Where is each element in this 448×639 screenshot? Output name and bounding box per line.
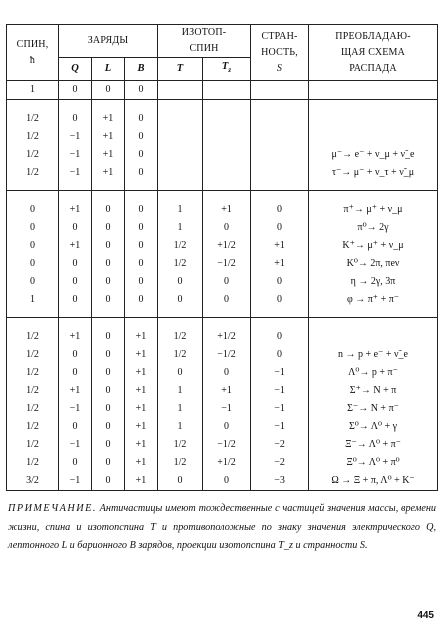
cell-spin: 0: [7, 255, 59, 273]
header-spin-unit: ħ: [29, 54, 36, 66]
cell-decay: [309, 81, 438, 100]
header-isospin: ИЗОТОП- СПИН: [158, 25, 251, 58]
cell-decay: Ξ⁻→ Λ⁰ + π⁻: [309, 436, 438, 454]
header-t: T: [158, 58, 203, 81]
cell-spin: 1: [7, 81, 59, 100]
cell-s: −1: [251, 400, 309, 418]
table-row: [7, 273, 438, 291]
cell-b: 0: [125, 146, 158, 164]
cell-tz: 0: [203, 418, 251, 436]
table-row: [7, 219, 438, 237]
cell-spin: 0: [7, 273, 59, 291]
cell-spin: 1/2: [7, 346, 59, 364]
header-charges: ЗАРЯДЫ: [59, 25, 158, 58]
cell-q: 0: [59, 418, 92, 436]
cell-l: +1: [92, 128, 125, 146]
separator-cell: [125, 182, 158, 191]
header-q: Q: [59, 58, 92, 81]
cell-q: −1: [59, 128, 92, 146]
cell-l: 0: [92, 201, 125, 219]
cell-spin: 1/2: [7, 418, 59, 436]
cell-tz: [203, 128, 251, 146]
separator-cell: [203, 309, 251, 318]
footnote: [8, 500, 436, 556]
cell-decay: τ⁻→ μ⁻ + ν_τ + ν̃_μ: [309, 164, 438, 182]
cell-spin: 1/2: [7, 454, 59, 472]
cell-s: −1: [251, 364, 309, 382]
cell-s: −2: [251, 436, 309, 454]
cell-q: 0: [59, 273, 92, 291]
footnote-label: ПРИМЕЧАНИЕ.: [8, 503, 97, 514]
cell-b: 0: [125, 291, 158, 309]
cell-q: 0: [59, 255, 92, 273]
cell-b: 0: [125, 237, 158, 255]
separator-cell: [59, 309, 92, 318]
cell-t: [158, 110, 203, 128]
cell-spin: 1/2: [7, 364, 59, 382]
separator-cell: [158, 100, 203, 111]
cell-l: 0: [92, 472, 125, 491]
separator-cell: [158, 309, 203, 318]
table-row: [7, 128, 438, 146]
cell-spin: 1/2: [7, 128, 59, 146]
cell-l: 0: [92, 255, 125, 273]
cell-tz: 0: [203, 291, 251, 309]
cell-decay: [309, 110, 438, 128]
cell-s: +1: [251, 255, 309, 273]
cell-q: −1: [59, 146, 92, 164]
cell-q: 0: [59, 454, 92, 472]
separator-cell: [251, 318, 309, 329]
cell-tz: 0: [203, 364, 251, 382]
table-row: [7, 364, 438, 382]
cell-q: +1: [59, 201, 92, 219]
cell-tz: [203, 110, 251, 128]
cell-s: −2: [251, 454, 309, 472]
cell-t: [158, 146, 203, 164]
separator-cell: [158, 182, 203, 191]
header-decay: ПРЕОБЛАДАЮ- ЩАЯ СХЕМА РАСПАДА: [309, 25, 438, 81]
cell-b: 0: [125, 164, 158, 182]
cell-s: 0: [251, 346, 309, 364]
separator-cell: [125, 191, 158, 202]
cell-s: 0: [251, 328, 309, 346]
cell-b: +1: [125, 382, 158, 400]
cell-l: 0: [92, 364, 125, 382]
cell-b: 0: [125, 273, 158, 291]
cell-spin: 3/2: [7, 472, 59, 491]
separator-cell: [125, 100, 158, 111]
cell-tz: 0: [203, 219, 251, 237]
separator-cell: [7, 100, 59, 111]
cell-s: 0: [251, 219, 309, 237]
cell-q: −1: [59, 164, 92, 182]
cell-t: 1/2: [158, 255, 203, 273]
table-row: [7, 110, 438, 128]
cell-t: [158, 128, 203, 146]
cell-t: [158, 164, 203, 182]
cell-spin: 1: [7, 291, 59, 309]
cell-l: 0: [92, 454, 125, 472]
cell-q: 0: [59, 110, 92, 128]
separator-cell: [59, 318, 92, 329]
header-b: B: [125, 58, 158, 81]
table-row: [7, 201, 438, 219]
header-strangeness: [251, 25, 309, 81]
cell-decay: Σ⁻→ N + π⁻: [309, 400, 438, 418]
cell-decay: μ⁻→ e⁻ + ν_μ + ν̃_e: [309, 146, 438, 164]
table-row: [7, 164, 438, 182]
cell-spin: 0: [7, 219, 59, 237]
table-row: [7, 146, 438, 164]
cell-tz: −1/2: [203, 436, 251, 454]
cell-q: 0: [59, 291, 92, 309]
cell-s: +1: [251, 237, 309, 255]
table-row: [7, 291, 438, 309]
cell-s: −1: [251, 418, 309, 436]
cell-q: −1: [59, 472, 92, 491]
group-separator: [7, 191, 438, 202]
cell-tz: −1/2: [203, 255, 251, 273]
separator-cell: [203, 100, 251, 111]
cell-b: 0: [125, 110, 158, 128]
separator-cell: [92, 191, 125, 202]
separator-cell: [92, 182, 125, 191]
cell-l: 0: [92, 400, 125, 418]
cell-t: 1/2: [158, 346, 203, 364]
cell-decay: Λ⁰→ p + π⁻: [309, 364, 438, 382]
cell-l: 0: [92, 237, 125, 255]
separator-cell: [7, 318, 59, 329]
separator-cell: [125, 318, 158, 329]
cell-t: 0: [158, 273, 203, 291]
separator-cell: [309, 100, 438, 111]
separator-cell: [158, 191, 203, 202]
cell-l: 0: [92, 328, 125, 346]
cell-b: +1: [125, 454, 158, 472]
separator-cell: [251, 309, 309, 318]
cell-l: 0: [92, 346, 125, 364]
cell-tz: +1/2: [203, 454, 251, 472]
table-row: [7, 237, 438, 255]
group-separator: [7, 318, 438, 329]
cell-l: +1: [92, 164, 125, 182]
cell-tz: −1/2: [203, 346, 251, 364]
cell-l: 0: [92, 273, 125, 291]
cell-t: 1: [158, 400, 203, 418]
header-spin-label: СПИН,: [16, 38, 49, 50]
page-number: 445: [417, 610, 434, 621]
cell-t: 1/2: [158, 328, 203, 346]
cell-b: 0: [125, 201, 158, 219]
separator-cell: [7, 191, 59, 202]
cell-tz: +1/2: [203, 328, 251, 346]
cell-decay: Ω → Ξ + π, Λ⁰ + K⁻: [309, 472, 438, 491]
cell-decay: φ → π⁺ + π⁻: [309, 291, 438, 309]
cell-spin: 1/2: [7, 110, 59, 128]
cell-decay: n → p + e⁻ + ν̃_e: [309, 346, 438, 364]
separator-cell: [309, 191, 438, 202]
header-l: L: [92, 58, 125, 81]
header-tz: [203, 58, 251, 81]
table-row: [7, 81, 438, 100]
table-row: [7, 346, 438, 364]
cell-t: 1/2: [158, 436, 203, 454]
separator-cell: [92, 100, 125, 111]
cell-spin: 1/2: [7, 328, 59, 346]
cell-q: +1: [59, 237, 92, 255]
cell-t: 1/2: [158, 454, 203, 472]
cell-spin: 0: [7, 237, 59, 255]
separator-cell: [203, 318, 251, 329]
cell-tz: −1: [203, 400, 251, 418]
cell-s: [251, 128, 309, 146]
table-row: [7, 418, 438, 436]
cell-l: +1: [92, 110, 125, 128]
header-tz-subscript: z: [228, 66, 232, 75]
cell-s: [251, 81, 309, 100]
cell-tz: 0: [203, 273, 251, 291]
cell-q: 0: [59, 219, 92, 237]
cell-tz: +1: [203, 382, 251, 400]
separator-cell: [59, 182, 92, 191]
separator-cell: [125, 309, 158, 318]
table-row: [7, 472, 438, 491]
cell-t: 0: [158, 364, 203, 382]
table-body: [7, 81, 438, 491]
table-row: [7, 382, 438, 400]
cell-spin: 1/2: [7, 164, 59, 182]
cell-tz: +1/2: [203, 237, 251, 255]
particle-properties-table: [6, 24, 438, 491]
cell-t: 1: [158, 219, 203, 237]
cell-tz: 0: [203, 472, 251, 491]
table-row: [7, 328, 438, 346]
cell-q: +1: [59, 382, 92, 400]
cell-decay: π⁺→ μ⁺ + ν_μ: [309, 201, 438, 219]
separator-cell: [251, 182, 309, 191]
separator-cell: [203, 182, 251, 191]
separator-cell: [309, 318, 438, 329]
cell-decay: η → 2γ, 3π: [309, 273, 438, 291]
cell-l: 0: [92, 418, 125, 436]
cell-t: 1/2: [158, 237, 203, 255]
table-row: [7, 400, 438, 418]
cell-q: −1: [59, 400, 92, 418]
cell-l: 0: [92, 382, 125, 400]
cell-s: 0: [251, 201, 309, 219]
cell-spin: 1/2: [7, 146, 59, 164]
cell-b: +1: [125, 400, 158, 418]
header-tz-symbol: T: [221, 61, 229, 73]
table-row: [7, 454, 438, 472]
cell-b: +1: [125, 418, 158, 436]
group-separator: [7, 309, 438, 318]
cell-s: [251, 146, 309, 164]
cell-t: 0: [158, 472, 203, 491]
separator-cell: [59, 191, 92, 202]
header-strangeness-symbol: S: [276, 62, 283, 74]
cell-t: 1: [158, 418, 203, 436]
cell-b: 0: [125, 219, 158, 237]
cell-decay: Σ⁺→ N + π: [309, 382, 438, 400]
cell-s: 0: [251, 273, 309, 291]
table-row: [7, 436, 438, 454]
cell-t: 0: [158, 291, 203, 309]
cell-decay: K⁰→ 2π, πeν: [309, 255, 438, 273]
cell-b: 0: [125, 81, 158, 100]
cell-s: 0: [251, 291, 309, 309]
cell-b: 0: [125, 255, 158, 273]
cell-l: 0: [92, 81, 125, 100]
cell-t: 1: [158, 201, 203, 219]
cell-q: 0: [59, 346, 92, 364]
cell-decay: π⁰→ 2γ: [309, 219, 438, 237]
cell-l: 0: [92, 436, 125, 454]
cell-b: +1: [125, 436, 158, 454]
cell-spin: 0: [7, 201, 59, 219]
header-spin: [7, 25, 59, 81]
group-separator: [7, 100, 438, 111]
cell-q: 0: [59, 364, 92, 382]
cell-t: 1: [158, 382, 203, 400]
separator-cell: [309, 309, 438, 318]
group-separator: [7, 182, 438, 191]
separator-cell: [251, 100, 309, 111]
cell-decay: Ξ⁰→ Λ⁰ + π⁰: [309, 454, 438, 472]
separator-cell: [158, 318, 203, 329]
cell-spin: 1/2: [7, 436, 59, 454]
separator-cell: [251, 191, 309, 202]
cell-q: −1: [59, 436, 92, 454]
separator-cell: [203, 191, 251, 202]
cell-tz: +1: [203, 201, 251, 219]
separator-cell: [7, 182, 59, 191]
cell-decay: K⁺→ μ⁺ + ν_μ: [309, 237, 438, 255]
cell-l: 0: [92, 291, 125, 309]
separator-cell: [59, 100, 92, 111]
cell-decay: Σ⁰→ Λ⁰ + γ: [309, 418, 438, 436]
footnote-text: Античастицы имеют тождественные с частицей значения массы, времени жизни, спина и изотопспина T и противоположные по знаку значения электрического Q, лептонного L и барионного B зарядов, проекции изотопспина T_z и странности S.: [8, 503, 436, 551]
cell-tz: [203, 164, 251, 182]
cell-decay: [309, 128, 438, 146]
cell-s: −1: [251, 382, 309, 400]
separator-cell: [7, 309, 59, 318]
cell-b: 0: [125, 128, 158, 146]
cell-spin: 1/2: [7, 400, 59, 418]
cell-q: +1: [59, 328, 92, 346]
cell-tz: [203, 81, 251, 100]
cell-q: 0: [59, 81, 92, 100]
cell-t: [158, 81, 203, 100]
cell-b: +1: [125, 328, 158, 346]
table-row: [7, 255, 438, 273]
separator-cell: [92, 318, 125, 329]
cell-s: [251, 164, 309, 182]
cell-b: +1: [125, 346, 158, 364]
cell-b: +1: [125, 472, 158, 491]
cell-l: +1: [92, 146, 125, 164]
cell-b: +1: [125, 364, 158, 382]
header-strangeness-label: СТРАН- НОСТЬ,: [261, 30, 298, 58]
cell-decay: [309, 328, 438, 346]
cell-tz: [203, 146, 251, 164]
cell-s: −3: [251, 472, 309, 491]
separator-cell: [309, 182, 438, 191]
separator-cell: [92, 309, 125, 318]
cell-l: 0: [92, 219, 125, 237]
cell-spin: 1/2: [7, 382, 59, 400]
cell-s: [251, 110, 309, 128]
